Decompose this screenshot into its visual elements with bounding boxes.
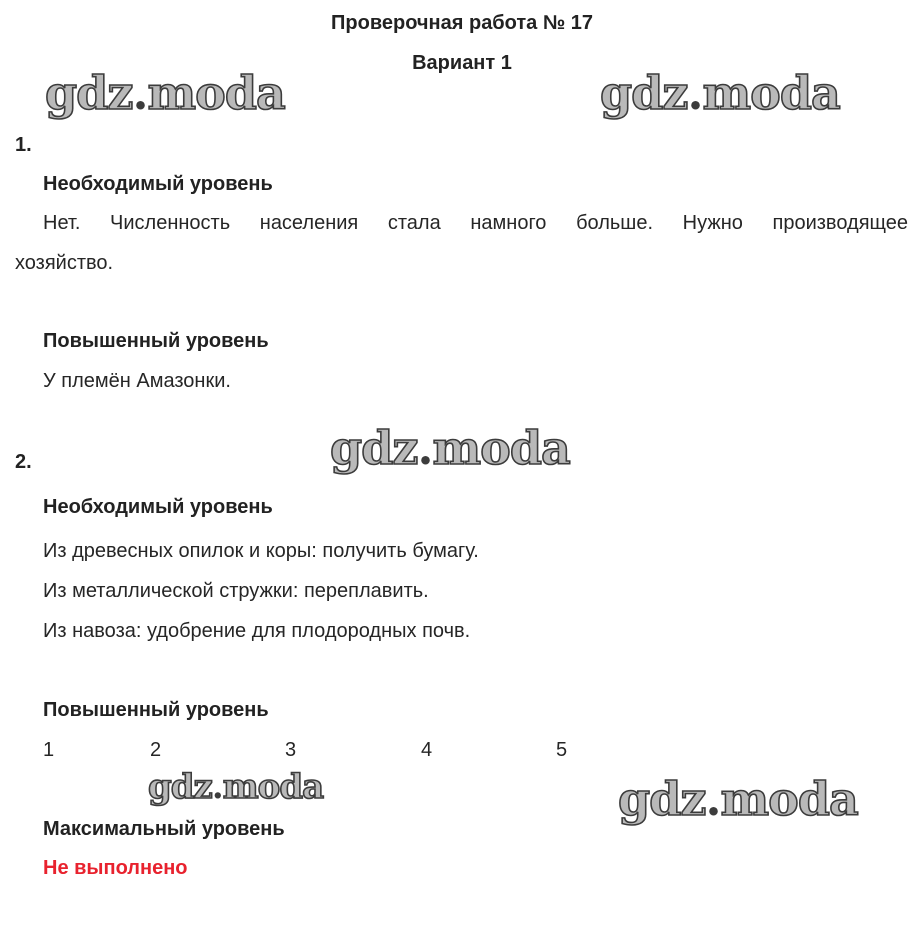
required-answer-line-2: хозяйство. [15,252,114,274]
answer-number: 4 [421,739,433,761]
advanced-level-heading-1: Повышенный уровень [43,330,269,352]
required-level-heading-2: Необходимый уровень [43,496,273,518]
required-answer-line-1: Нет. Численность населения стала намного больше. Нужно производящее [43,212,908,234]
answer-number: 1 [43,739,55,761]
watermark-logo: gdz.moda [45,66,285,120]
max-level-heading: Максимальный уровень [43,818,285,840]
question-number-2: 2. [15,451,32,473]
answer-number: 2 [150,739,162,761]
answer-number: 5 [556,739,568,761]
required-answer-item: Из металлической стружки: переплавить. [43,580,429,602]
required-answer-item: Из древесных опилок и коры: получить бумагу. [43,540,479,562]
advanced-answer-1: У племён Амазонки. [43,370,231,392]
status-not-done: Не выполнено [43,857,188,879]
watermark-logo: gdz.moda [600,66,840,120]
variant-label: Вариант 1 [412,52,512,74]
watermark-logo: gdz.moda [330,421,570,475]
question-number-1: 1. [15,134,32,156]
required-answer-item: Из навоза: удобрение для плодородных почв. [43,620,471,642]
answer-number: 3 [285,739,297,761]
watermark-logo: gdz.moda [618,772,858,826]
advanced-level-heading-2: Повышенный уровень [43,699,269,721]
page-title: Проверочная работа № 17 [331,12,593,34]
watermark-logo: gdz.moda [148,767,324,807]
required-level-heading-1: Необходимый уровень [43,173,273,195]
